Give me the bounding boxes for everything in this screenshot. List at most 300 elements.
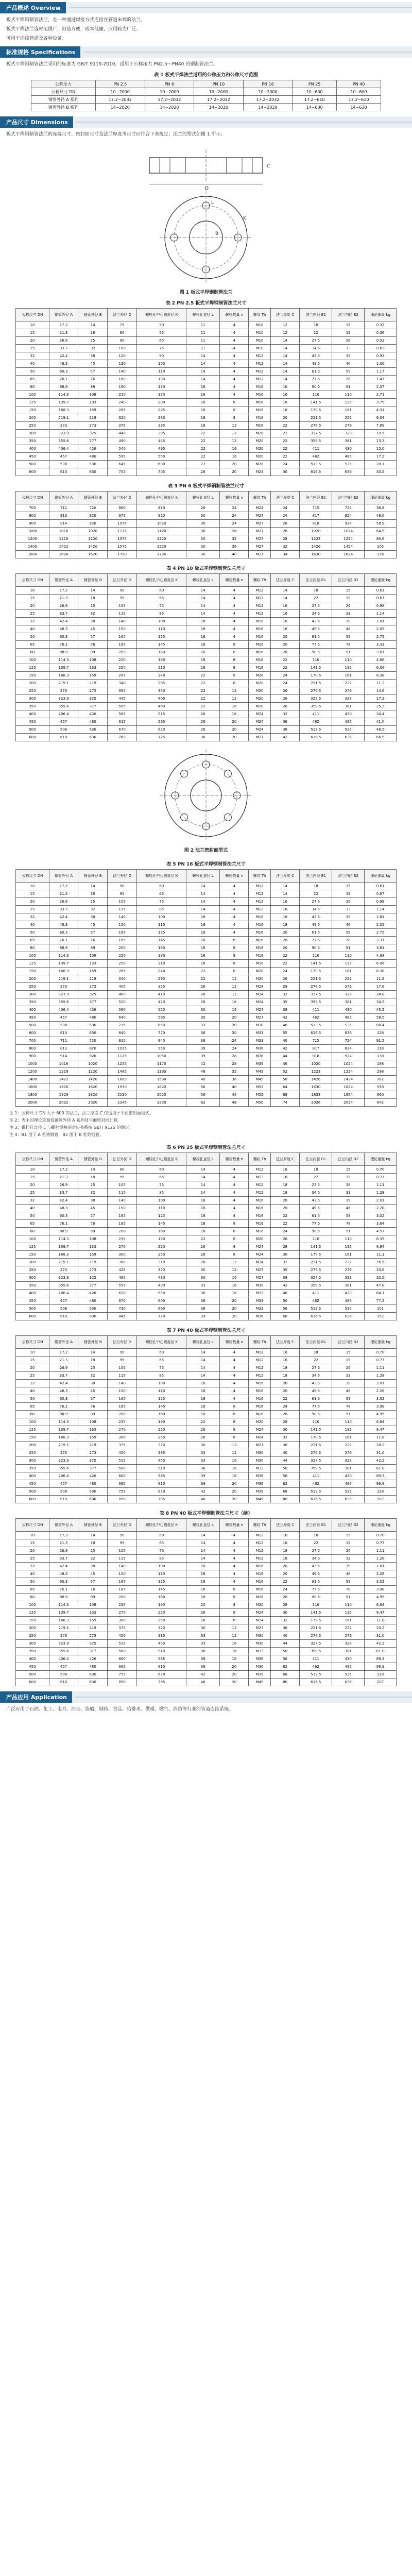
table-cell: 88.9 (49, 944, 78, 952)
table-cell: 25.2 (365, 703, 397, 710)
table-row (16, 726, 397, 734)
table-cell: 55 (270, 1029, 300, 1037)
table-cell: 276 (332, 983, 365, 991)
table-cell: 135 (332, 664, 365, 672)
table-cell: 35 (270, 1266, 300, 1274)
table-cell: 20 (220, 1014, 249, 1022)
table-cell: 18 (186, 1563, 220, 1570)
table-cell: 381 (332, 1648, 365, 1655)
table-5-caption: 表 6 PN 25 板式平焊钢制管法兰尺寸 (166, 1145, 246, 1150)
table-cell: 48 (186, 1076, 220, 1083)
table-cell: 12 (220, 437, 249, 445)
table-cell: 650 (137, 1022, 186, 1029)
table-cell: 33 (186, 1449, 220, 1457)
table-cell: 16 (220, 1274, 249, 1282)
header-cell: 螺栓孔直径 L (186, 1153, 220, 1166)
table-cell: 12 (220, 1449, 249, 1457)
table-cell: 2.37 (365, 383, 397, 391)
table-cell: 78 (332, 641, 365, 649)
table-cell: 320 (137, 1624, 186, 1632)
table-cell: M30 (249, 1457, 270, 1465)
table-cell: 10 (16, 883, 49, 890)
table-cell: 36 (186, 1029, 220, 1037)
table-cell: 510 (137, 1648, 186, 1655)
table-cell: 325 (78, 1274, 108, 1282)
table-cell: 219.1 (49, 680, 78, 687)
table-cell: 17.2~2032 (145, 96, 194, 104)
table-cell: 840 (137, 1037, 186, 1045)
table-cell: 39 (186, 1480, 220, 1488)
table-cell: 1630 (300, 1083, 332, 1091)
table-cell: 4 (220, 329, 249, 337)
table-cell: 17.2~610 (337, 96, 381, 104)
table-cell: 14~2020 (194, 104, 244, 111)
table-cell: 48 (220, 1099, 249, 1107)
table-cell: 56 (270, 1472, 300, 1480)
table-cell: 18 (270, 1372, 300, 1380)
table-row (16, 1220, 397, 1228)
table-cell: 273 (78, 1266, 108, 1274)
table-row (16, 551, 397, 558)
table-cell: 381 (332, 1282, 365, 1290)
table-cell: 150 (16, 968, 49, 975)
table-cell: 450 (137, 1640, 186, 1648)
table-row (16, 504, 397, 512)
table-cell: 640 (107, 1014, 136, 1022)
table-cell: 96.9 (365, 1480, 397, 1488)
table-cell: 8 (220, 664, 249, 672)
table-cell: 108 (78, 952, 108, 960)
table-cell: 4.68 (365, 656, 397, 664)
table-row (16, 1076, 397, 1083)
table-cell: 630 (78, 1029, 108, 1037)
header-cell: 公称尺寸 DN (16, 492, 49, 504)
table-cell: 1016 (49, 1060, 78, 1068)
table-row (16, 960, 397, 968)
table-cell: 513.5 (300, 461, 332, 468)
table-cell: 1790 (107, 551, 136, 558)
table-cell: 355.6 (49, 998, 78, 1006)
header-cell: 法兰厚度 C (270, 1336, 300, 1349)
header-cell: 螺纹 Th (249, 1519, 270, 1532)
table-cell: 22 (300, 595, 332, 602)
table-cell: 150 (107, 921, 136, 929)
table-cell: M12 (249, 360, 270, 368)
table-cell: 18 (270, 921, 300, 929)
table-row (16, 337, 397, 345)
table-cell: 30 (186, 535, 220, 543)
table-cell: 8.38 (365, 968, 397, 975)
table-cell: 185 (107, 1220, 136, 1228)
table-cell: M20 (249, 687, 270, 695)
table-row (16, 1243, 397, 1251)
table-cell: 25 (16, 345, 49, 352)
table-cell: 50 (16, 1578, 49, 1586)
table-cell: 188 (365, 1060, 397, 1068)
table-cell: 20 (220, 1297, 249, 1305)
table-cell: 508 (49, 726, 78, 734)
table-cell: 755 (107, 468, 136, 476)
table-cell: 914 (49, 520, 78, 528)
table-cell: 4 (220, 1364, 249, 1372)
table-cell: 22 (270, 437, 300, 445)
table-cell: 52 (270, 1068, 300, 1076)
table-cell: 359.5 (300, 1282, 332, 1290)
table-cell: 530 (78, 461, 108, 468)
table-cell: 27.5 (300, 602, 332, 610)
table-cell: 48 (186, 1679, 220, 1686)
table-cell: 411 (300, 445, 332, 453)
table-cell: 730 (107, 1305, 136, 1313)
table-row (16, 1349, 397, 1357)
table-row (16, 399, 397, 406)
table-cell: 14~2020 (96, 104, 145, 111)
table-cell: 240 (137, 968, 186, 975)
header-cell: 法兰内径 B1 (300, 574, 332, 587)
table-cell: 160 (137, 944, 186, 952)
table-cell: 88.9 (49, 1411, 78, 1418)
table-cell: 80 (270, 1679, 300, 1686)
section-header-specifications (0, 46, 412, 58)
table-cell: 795 (137, 1496, 186, 1503)
table-cell: M45 (249, 1068, 270, 1076)
table-cell: 80.6 (365, 535, 397, 543)
table-cell: 118 (365, 1045, 397, 1053)
table-cell: 161 (332, 1251, 365, 1259)
table-cell: M24 (249, 504, 270, 512)
table-cell: 4 (220, 618, 249, 625)
header-cell: 法兰内径 B1 (300, 1336, 332, 1349)
table-cell: 95 (107, 1357, 136, 1364)
table-cell: 19 (332, 1357, 365, 1364)
table-cell: 20 (270, 414, 300, 422)
table-cell: 50 (16, 1212, 49, 1220)
table-cell: 165 (107, 1212, 136, 1220)
table-cell: 45.2 (365, 1006, 397, 1014)
table-cell: 1624 (332, 551, 365, 558)
table-cell: 3.31 (365, 641, 397, 649)
table-cell: 300 (107, 1251, 136, 1259)
table-cell: 25 (78, 898, 108, 906)
table-row (16, 1091, 397, 1099)
table-cell: 22 (270, 664, 300, 672)
table-cell: 270 (107, 1609, 136, 1617)
table-cell: M12 (249, 376, 270, 383)
table-cell: 2230 (137, 1099, 186, 1107)
table-cell: 16 (220, 1282, 249, 1290)
table-cell: 26 (186, 1617, 220, 1624)
table-cell: M36 (249, 1472, 270, 1480)
table-cell: 48.3 (49, 625, 78, 633)
table-cell: M12 (249, 1539, 270, 1547)
table-cell: 8 (220, 1251, 249, 1259)
table-row (16, 1212, 397, 1220)
table-cell: 720 (78, 1037, 108, 1045)
table-cell: 26 (270, 695, 300, 703)
table-cell: 185 (107, 937, 136, 944)
table-cell: 48.3 (49, 1387, 78, 1395)
table-cell: 116 (300, 656, 332, 664)
table-cell: 20 (220, 1022, 249, 1029)
table-cell: 824 (332, 512, 365, 520)
table-cell: 920 (137, 512, 186, 520)
table-cell: 670 (107, 1297, 136, 1305)
table-cell: 50 (270, 1297, 300, 1305)
table-cell: 91 (332, 383, 365, 391)
table-cell: 265 (107, 406, 136, 414)
table-cell: 22 (300, 890, 332, 898)
table-cell: 36 (186, 1297, 220, 1305)
table-cell: 10~2000 (194, 88, 244, 96)
table-cell: 钢管外径 A 系列 (31, 96, 96, 104)
table-cell: 49.5 (300, 1205, 332, 1212)
table-cell: 470 (137, 998, 186, 1006)
table-cell: 108 (78, 1601, 108, 1609)
table-cell: 355.6 (49, 1465, 78, 1472)
table-cell: 6.84 (365, 1418, 397, 1426)
table-cell: 61.0 (365, 1465, 397, 1472)
table-cell: 377 (78, 1648, 108, 1655)
table-cell: 1219 (49, 1068, 78, 1076)
table-cell: 90.5 (300, 383, 332, 391)
table-row (16, 1532, 397, 1539)
table-row (16, 406, 397, 414)
table-row (16, 1426, 397, 1434)
table-cell: 4 (220, 1380, 249, 1387)
table-cell: 90.5 (300, 649, 332, 656)
table-cell: 715 (300, 1037, 332, 1045)
table-row (16, 734, 397, 741)
table-header-row (16, 309, 397, 321)
flange-drawing (103, 142, 309, 286)
table-cell: 276.5 (300, 422, 332, 430)
table-cell: 219.1 (49, 1624, 78, 1632)
table-cell: 4 (220, 376, 249, 383)
table-cell: 26 (332, 898, 365, 906)
table-cell: 842 (365, 1099, 397, 1107)
table-cell: 385 (137, 1449, 186, 1457)
table-cell: 340 (107, 975, 136, 983)
table-row (16, 1197, 397, 1205)
table-cell: 1.11 (365, 1547, 397, 1555)
table-cell: 485 (332, 1014, 365, 1022)
table-cell: 11 (186, 321, 220, 329)
table-cell: 26 (186, 1434, 220, 1442)
table-cell: 80 (270, 1496, 300, 1503)
table-cell: 24 (220, 520, 249, 528)
table-cell: 4.95 (365, 1411, 397, 1418)
table-cell: 3.98 (365, 1403, 397, 1411)
table-cell: 161 (332, 406, 365, 414)
table-cell: 91 (332, 1594, 365, 1601)
table-cell: 325 (78, 695, 108, 703)
table-cell: 235 (107, 1235, 136, 1243)
table-cell: 1120 (137, 528, 186, 535)
table-header-row (16, 574, 397, 587)
table-cell: 359.5 (300, 998, 332, 1006)
table-cell: 34.5 (300, 1189, 332, 1197)
table-cell: M52 (249, 1083, 270, 1091)
table-cell: 2.75 (365, 633, 397, 641)
table-cell: 48.5 (365, 726, 397, 734)
table-cell: 406.4 (49, 1655, 78, 1663)
table-2-caption: 表 3 PN 6 板式平焊钢制管法兰尺寸 (168, 484, 244, 489)
table-row (16, 968, 397, 975)
table-cell: M12 (249, 595, 270, 602)
table-cell: 22 (186, 430, 220, 437)
table-7-caption: 表 8 PN 40 板式平焊钢制管法兰尺寸（续） (159, 1511, 253, 1516)
header-cell: 钢管外径 A (49, 492, 78, 504)
table-cell: 219.1 (49, 1442, 78, 1449)
table-cell: 550 (137, 453, 186, 461)
table-cell: 39 (186, 1045, 220, 1053)
table-cell: 382 (365, 1076, 397, 1083)
table-cell: M39 (249, 1060, 270, 1068)
table-cell: 890 (107, 1496, 136, 1503)
table-cell: 1220 (78, 535, 108, 543)
table-cell: 32 (16, 1380, 49, 1387)
table-cell: 34.5 (300, 1555, 332, 1563)
table-cell: 11.8 (365, 1434, 397, 1442)
table-row (16, 535, 397, 543)
table-cell: 462 (300, 1014, 332, 1022)
table-cell: 1626 (49, 1083, 78, 1091)
table-row (16, 1068, 397, 1076)
table-cell: M10 (249, 337, 270, 345)
table-cell: 105 (107, 1181, 136, 1189)
table-cell: 110 (137, 1205, 186, 1212)
table-cell: M12 (249, 610, 270, 618)
table-cell: 17.2 (365, 695, 397, 703)
table-cell: 180 (137, 952, 186, 960)
dimension-table-5 (15, 1153, 397, 1320)
table-cell: M16 (249, 664, 270, 672)
table-cell: 150 (107, 625, 136, 633)
table-cell: M24 (249, 710, 270, 718)
table-cell: M27 (249, 1442, 270, 1449)
table-cell: 48.3 (49, 360, 78, 368)
table-cell: 840 (107, 1029, 136, 1037)
table-cell: 43.5 (300, 1380, 332, 1387)
table-row (16, 1434, 397, 1442)
table-cell: 34 (270, 551, 300, 558)
header-cell: 公称尺寸 DN (16, 309, 49, 321)
table-cell: 327.5 (300, 1274, 332, 1282)
table-cell: 400 (16, 710, 49, 718)
table-cell: 34.5 (300, 345, 332, 352)
table-cell: M16 (249, 391, 270, 399)
header-cell: 理论重量 kg (365, 309, 397, 321)
table-cell: 250 (16, 1266, 49, 1274)
table-cell: 152 (365, 1313, 397, 1320)
table-cell: 18 (300, 1349, 332, 1357)
table-row (16, 1563, 397, 1570)
table-row (16, 445, 397, 453)
table-cell: 4 (220, 883, 249, 890)
header-cell: 螺栓孔中心圆直径 K (137, 574, 186, 587)
table-cell: M16 (249, 383, 270, 391)
table-cell: 30 (186, 543, 220, 551)
table-cell: 116 (300, 1235, 332, 1243)
table-cell: 0.52 (365, 337, 397, 345)
table-cell: 钢管外径 B 系列 (31, 104, 96, 111)
table-cell: 2.01 (365, 1563, 397, 1570)
table-cell: 610 (49, 1313, 78, 1320)
table-cell: 250 (137, 1617, 186, 1624)
table-cell: 1820 (78, 1091, 108, 1099)
table-cell: 8 (220, 649, 249, 656)
table-cell: 100 (137, 360, 186, 368)
table-cell: 64.1 (365, 1290, 397, 1297)
table-cell: 8 (220, 1601, 249, 1609)
table-cell: 76 (78, 937, 108, 944)
table-cell: 21.3 (49, 1539, 78, 1547)
table-cell: 26 (270, 1411, 300, 1418)
table-cell: 91 (332, 944, 365, 952)
table-cell: 630 (78, 1679, 108, 1686)
table-cell: 219.1 (49, 1259, 78, 1266)
table-cell: 60 (137, 1532, 186, 1539)
table-cell: M16 (249, 1563, 270, 1570)
table-cell: 125 (137, 1212, 186, 1220)
table-cell: 1050 (137, 1053, 186, 1060)
table-cell: 18 (300, 587, 332, 595)
table-cell: 36 (220, 1076, 249, 1083)
table-cell: 133 (78, 1609, 108, 1617)
table-cell: 18 (300, 1166, 332, 1174)
table-cell: 0.67 (365, 595, 397, 602)
table-cell: 64 (270, 1083, 300, 1091)
table-cell: 4 (220, 1539, 249, 1547)
table-cell: 128 (365, 1488, 397, 1496)
table-cell: 235 (107, 1601, 136, 1609)
table-cell: 170.5 (300, 968, 332, 975)
table-cell: 15 (332, 1349, 365, 1357)
table-cell: 90 (107, 337, 136, 345)
header-cell: 螺栓孔直径 L (186, 574, 220, 587)
table-cell: 220 (137, 1426, 186, 1434)
header-cell: 公称尺寸 DN (16, 1153, 49, 1166)
table-cell: 18 (186, 1380, 220, 1387)
table-cell: 16 (220, 445, 249, 453)
table-cell: 159 (78, 1251, 108, 1259)
table-cell: 29 (270, 983, 300, 991)
table-cell: 711 (49, 504, 78, 512)
table-cell: 600 (16, 1029, 49, 1037)
table-cell: 12 (220, 991, 249, 998)
table-cell: 90 (107, 1532, 136, 1539)
table-cell: 108 (78, 391, 108, 399)
table-cell: 1.47 (365, 376, 397, 383)
table-cell: 150 (137, 383, 186, 391)
table-cell: 508 (49, 1488, 78, 1496)
table-cell: 11.1 (365, 1251, 397, 1259)
table-cell: 325 (78, 1457, 108, 1465)
table-cell: 39 (332, 618, 365, 625)
table-cell: 26 (186, 504, 220, 512)
table-cell: 18 (186, 625, 220, 633)
table-cell: 430 (332, 1290, 365, 1297)
table-cell: 1000 (16, 528, 49, 535)
table-row (16, 610, 397, 618)
table-cell: 32 (78, 1189, 108, 1197)
table-cell: 168.3 (49, 968, 78, 975)
table-cell: M16 (249, 656, 270, 664)
table-row (31, 88, 381, 96)
table-cell: 30 (270, 1426, 300, 1434)
table-cell: 3.31 (365, 937, 397, 944)
table-cell: 14 (186, 587, 220, 595)
